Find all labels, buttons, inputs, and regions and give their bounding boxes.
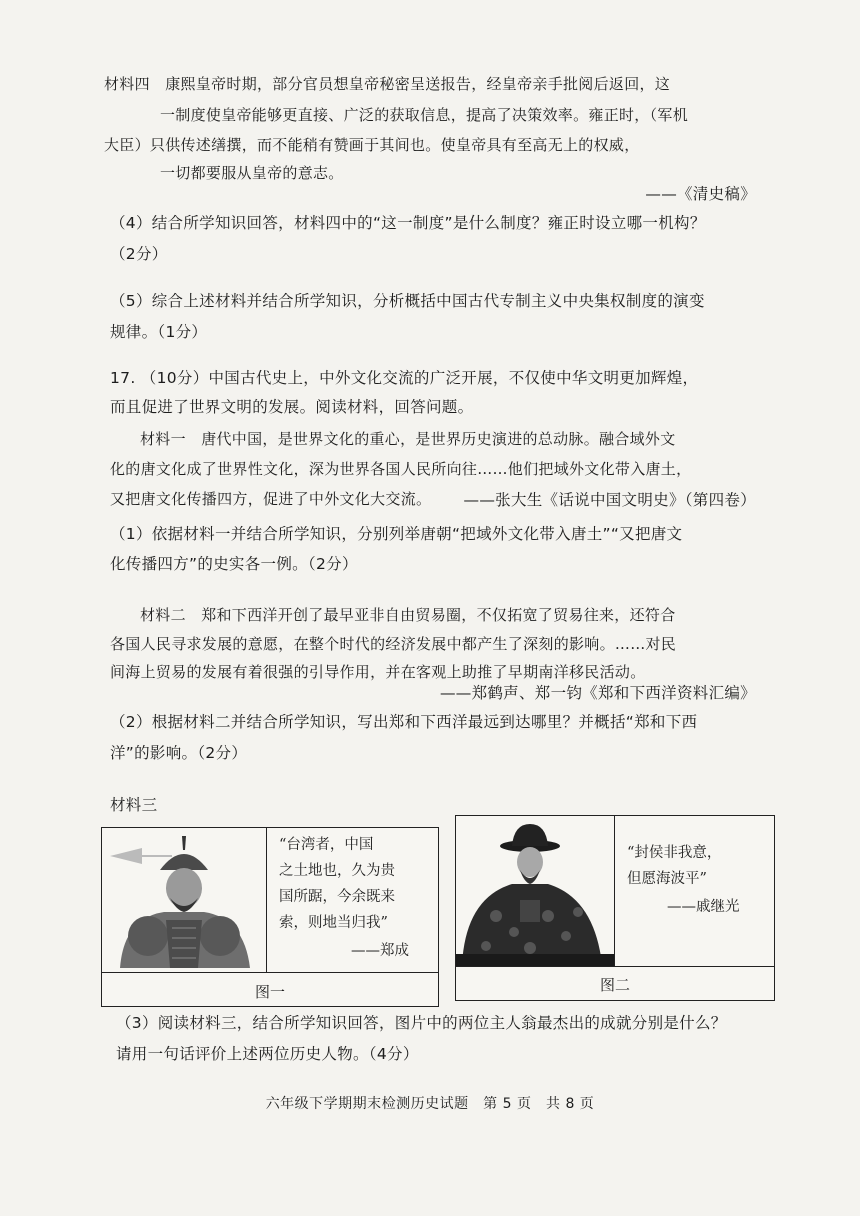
figure-1-caption: 图一: [254, 983, 285, 1001]
material1-line-1: 材料一 唐代中国，是世界文化的重心，是世界历史演进的总动脉。融合域外文: [140, 430, 676, 448]
material2-line-2: 各国人民寻求发展的意愿，在整个时代的经济发展中都产生了深刻的影响。……对民: [110, 635, 677, 653]
page-footer: 六年级下学期期末检测历史试题 第 5 页 共 8 页: [265, 1096, 595, 1112]
figure-2-quote: “封侯非我意， 但愿海波平”: [627, 845, 722, 887]
question-17-2-line-2: 洋”的影响。（2分）: [110, 744, 248, 762]
qi-jiguang-portrait-icon: [456, 816, 614, 966]
figure-2-divider: [456, 966, 774, 967]
material4-source: ——《清史稿》: [645, 185, 756, 203]
figure-1: [101, 827, 439, 1007]
material4-line-1: 材料四 康熙皇帝时期，部分官员想皇帝秘密呈送报告，经皇帝亲手批阅后返回，这: [104, 75, 671, 93]
figure-1-quote-panel: [266, 828, 437, 972]
question-17-line-1: 17. （10分）中国古代史上，中外文化交流的广泛开展，不仅使中华文明更加辉煌，: [110, 369, 699, 387]
material4-line-4: 一切都要服从皇帝的意志。: [160, 164, 344, 182]
material4-line-3: 大臣）只供传述缮撰，而不能稍有赞画于其间也。使皇帝具有至高无上的权威，: [104, 136, 640, 154]
material2-line-1: 材料二 郑和下西洋开创了最早亚非自由贸易圈，不仅拓宽了贸易往来，还符合: [140, 606, 676, 624]
figure-2-portrait: [456, 816, 614, 966]
figure-1-portrait: [102, 828, 266, 972]
figure-1-quote: “台湾者，中国 之土地也，久为贵 国所踞，今余既来 索，则地当归我”: [279, 837, 395, 931]
question-17-1-line-2: 化传播四方”的史实各一例。（2分）: [110, 555, 358, 573]
figure-2-author: ——戚继光: [667, 899, 740, 915]
figure-2: [455, 815, 775, 1001]
question-17-1-line-1: （1）依据材料一并结合所学知识，分别列举唐朝“把域外文化带入唐土”“又把唐文: [110, 525, 683, 543]
question-17-2-line-1: （2）根据材料二并结合所学知识，写出郑和下西洋最远到达哪里？并概括“郑和下西: [110, 713, 698, 731]
material3-label: 材料三: [110, 796, 158, 814]
material1-line-3: 又把唐文化传播四方，促进了中外文化大交流。: [110, 490, 432, 508]
figure-2-caption: 图二: [599, 976, 630, 994]
question-5-line-2: 规律。（1分）: [110, 323, 208, 341]
figure-1-divider: [102, 972, 438, 973]
figure-2-quote-panel: [614, 816, 773, 966]
question-4-line-2: （2分）: [110, 245, 168, 263]
material1-source: ——张大生《话说中国文明史》（第四卷）: [463, 491, 756, 509]
material4-line-2: 一制度使皇帝能够更直接、广泛的获取信息，提高了决策效率。雍正时，（军机: [160, 106, 689, 124]
material2-source: ——郑鹤声、郑一钧《郑和下西洋资料汇编》: [439, 684, 756, 702]
question-17-line-2: 而且促进了世界文明的发展。阅读材料，回答问题。: [110, 398, 474, 416]
zheng-chenggong-portrait-icon: [102, 828, 266, 972]
material1-line-2: 化的唐文化成了世界性文化，深为世界各国人民所向往……他们把域外文化带入唐土，: [110, 460, 692, 478]
question-4-line-1: （4）结合所学知识回答，材料四中的“这一制度”是什么制度？雍正时设立哪一机构？: [110, 214, 706, 232]
question-17-3-line-2: 请用一句话评价上述两位历史人物。（4分）: [116, 1045, 419, 1063]
question-5-line-1: （5）综合上述材料并结合所学知识，分析概括中国古代专制主义中央集权制度的演变: [110, 292, 705, 310]
figure-1-author: ——郑成: [351, 943, 409, 959]
question-17-3-line-1: （3）阅读材料三，结合所学知识回答，图片中的两位主人翁最杰出的成就分别是什么？: [116, 1014, 727, 1032]
material2-line-3: 间海上贸易的发展有着很强的引导作用，并在客观上助推了早期南洋移民活动。: [110, 663, 646, 681]
